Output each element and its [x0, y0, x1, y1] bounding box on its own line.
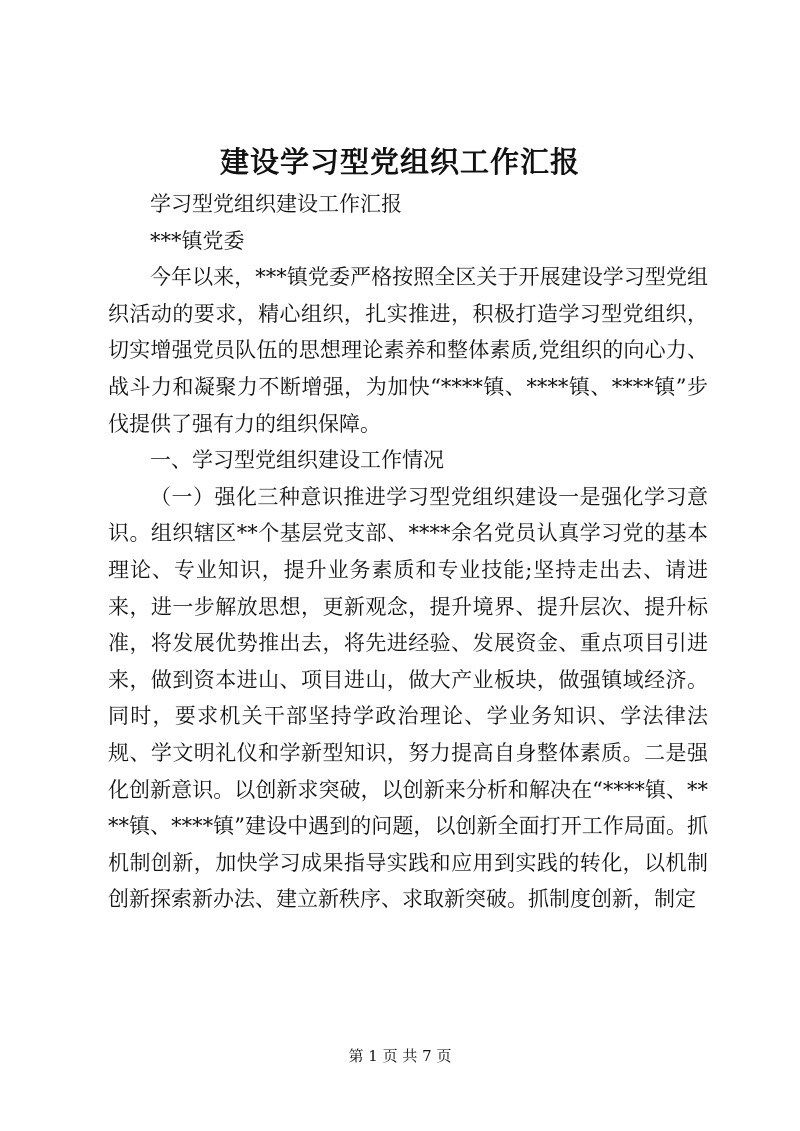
author-paragraph: ***镇党委 — [150, 228, 245, 253]
page-number-footer: 第 1 页 共 7 页 — [348, 1047, 452, 1065]
document-body — [108, 186, 708, 918]
section-heading: 一、学习型党组织建设工作情况 — [150, 448, 444, 473]
subtitle-paragraph: 学习型党组织建设工作汇报 — [150, 192, 402, 216]
intro-paragraph: 今年以来，***镇党委严格按照全区关于开展建设学习型党组织活动的要求，精心组织，扎实推进，积极打造学习型党组织，切实增强党员队伍的思想理论素养和整体素质,党组织的向心力、战斗力和凝聚力不断增强，为加快“****镇、****镇、****镇”步伐提供了强有力的组织保障。 — [108, 265, 708, 436]
body-paragraph: （一）强化三种意识推进学习型党组织建设一是强化学习意识。组织辖区**个基层党支部、****余名党员认真学习党的基本理论、专业知识，提升业务素质和专业技能;坚持走出去、请进来，进一步解放思想，更新观念，提升境界、提升层次、提升标准，将发展优势推出去，将先进经验、发展资金、重点项目引进来，做到资本进山、项目进山，做大产业板块，做强镇域经济。同时，要求机关干部坚持学政治理论、学业务知识、学法律法规、学文明礼仪和学新型知识，努力提高自身整体素质。二是强化创新意识。以创新求突破，以创新来分析和解决在“****镇、****镇、****镇”建设中遇到的问题，以创新全面打开工作局面。抓机制创新，加快学习成果指导实践和应用到实践的转化，以机制创新探索新办法、建立新秩序、求取新突破。抓制度创新，制定 — [108, 484, 708, 912]
document-title: 建设学习型党组织工作汇报 — [219, 145, 580, 179]
